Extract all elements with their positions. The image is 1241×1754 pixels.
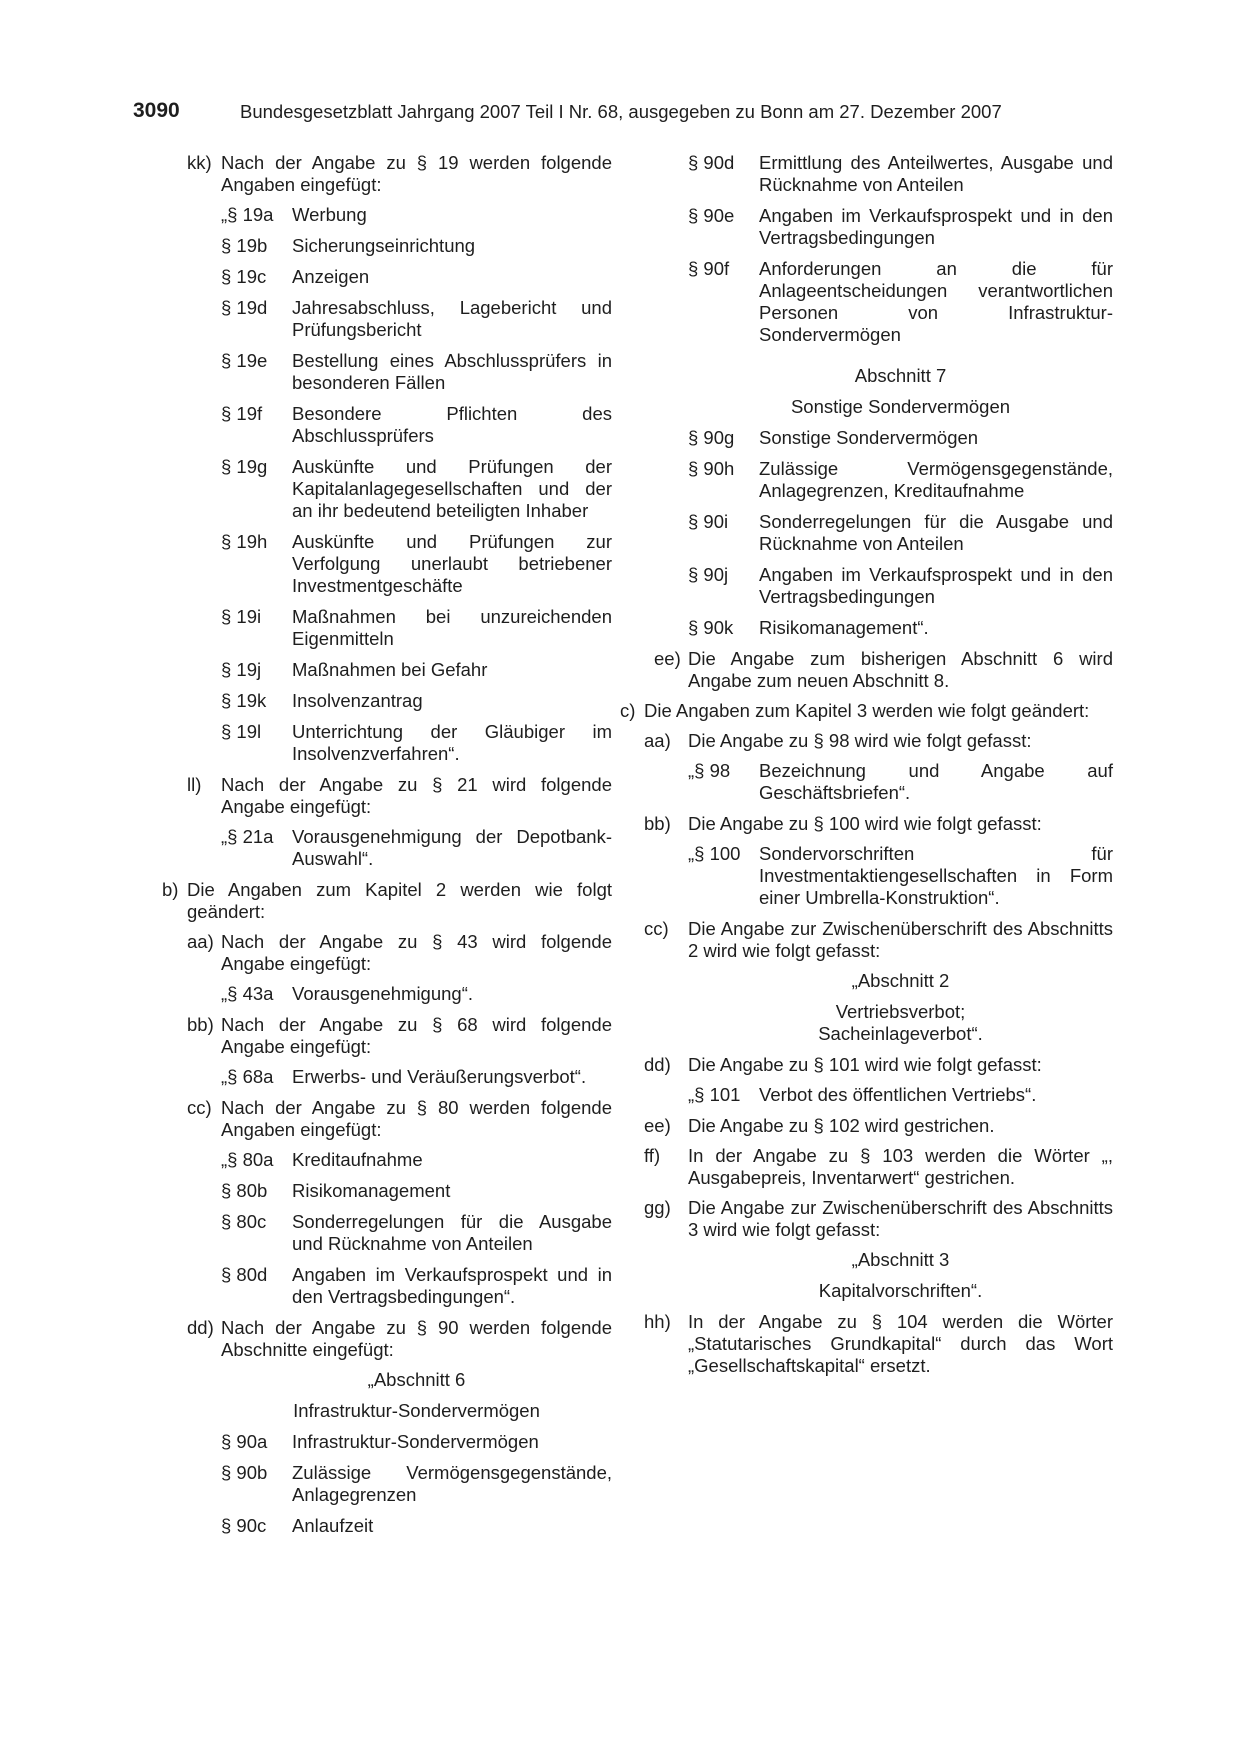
section-number: „§ 21a xyxy=(221,826,274,847)
item-label: cc) xyxy=(187,1097,212,1118)
section-entry xyxy=(221,659,612,681)
section-title: Insolvenzantrag xyxy=(292,690,423,711)
section-title: Erwerbs- und Veräußerungsverbot“. xyxy=(292,1066,587,1087)
item-label: b) xyxy=(162,879,179,900)
section-title: Sonderregelungen für die Ausgabe und Rücknahme von Anteilen xyxy=(759,511,1113,554)
section-entry xyxy=(688,843,1113,909)
item-c-cc xyxy=(644,918,1113,962)
section-number: § 19f xyxy=(221,403,263,424)
left-column xyxy=(162,152,612,1546)
section-number: § 90b xyxy=(221,1462,268,1483)
section-list-b-bb xyxy=(221,1066,612,1088)
item-c-ee xyxy=(644,1115,1113,1137)
item-label: bb) xyxy=(644,813,671,834)
subheading-kapitalvorschriften: Kapitalvorschriften“. xyxy=(818,1280,983,1301)
section-title: Kreditaufnahme xyxy=(292,1149,423,1170)
item-c-hh xyxy=(644,1311,1113,1377)
section-list-b-cc xyxy=(221,1149,612,1308)
section-number: § 19i xyxy=(221,606,262,627)
section-number: § 90j xyxy=(688,564,729,585)
section-title: Zulässige Vermögensgegenstände, Anlagegrenzen xyxy=(292,1462,612,1505)
item-kk xyxy=(187,152,612,196)
item-label: aa) xyxy=(187,931,214,952)
section-number: „§ 68a xyxy=(221,1066,274,1087)
section-entry xyxy=(221,1180,612,1202)
subheading-vertriebsverbot: Vertriebsverbot; xyxy=(835,1001,966,1022)
section-number: „§ 100 xyxy=(688,843,741,864)
section-number: § 90d xyxy=(688,152,735,173)
subheading-sonstige: Sonstige Sondervermögen xyxy=(790,396,1011,417)
section-entry xyxy=(221,403,612,447)
section-entry xyxy=(221,721,612,765)
item-text: In der Angabe zu § 103 werden die Wörter „, Ausgabepreis, Inventarwert“ gestrichen. xyxy=(688,1145,1113,1188)
section-title: Infrastruktur-Sondervermögen xyxy=(292,1431,539,1452)
right-column xyxy=(620,152,1113,1385)
section-entry xyxy=(221,1066,612,1088)
section-entry xyxy=(221,235,612,257)
section-entry xyxy=(688,152,1113,196)
item-text: Nach der Angabe zu § 19 werden folgende Angaben eingefügt: xyxy=(221,152,612,195)
section-title: Angaben im Verkaufsprospekt und in den Vertragsbedingungen xyxy=(759,564,1113,607)
section-number: § 19l xyxy=(221,721,262,742)
item-text: Die Angabe zum bisherigen Abschnitt 6 wird Angabe zum neuen Abschnitt 8. xyxy=(688,648,1113,691)
item-c xyxy=(620,700,1113,722)
item-text: Die Angabe zu § 101 wird wie folgt gefasst: xyxy=(688,1054,1042,1075)
section-number: § 80c xyxy=(221,1211,267,1232)
section-entry xyxy=(221,297,612,341)
section-title: Anlaufzeit xyxy=(292,1515,374,1536)
item-c-bb xyxy=(644,813,1113,835)
section-list-kk xyxy=(221,204,612,765)
section-title: Werbung xyxy=(292,204,367,225)
item-text: Die Angabe zu § 98 wird wie folgt gefasst: xyxy=(688,730,1032,751)
subheading-infrastruktur: Infrastruktur-Sondervermögen xyxy=(293,1400,540,1421)
section-entry xyxy=(221,606,612,650)
item-label: ff) xyxy=(644,1145,661,1166)
section-title: Sonderregelungen für die Ausgabe und Rücknahme von Anteilen xyxy=(292,1211,612,1254)
item-c-aa xyxy=(644,730,1113,752)
item-text: Nach der Angabe zu § 43 wird folgende Angabe eingefügt: xyxy=(221,931,612,974)
section-number: § 19g xyxy=(221,456,268,477)
item-c-ff xyxy=(644,1145,1113,1189)
section-number: „§ 19a xyxy=(221,204,274,225)
item-label: ee) xyxy=(654,648,681,669)
subheading-sacheinlageverbot: Sacheinlageverbot“. xyxy=(818,1023,983,1044)
section-title: Besondere Pflichten des Abschlussprüfers xyxy=(292,403,612,446)
item-label: dd) xyxy=(187,1317,214,1338)
item-text: Die Angabe zu § 102 wird gestrichen. xyxy=(688,1115,995,1136)
section-title: Auskünfte und Prüfungen zur Verfolgung unerlaubt betriebener Investmentgeschäfte xyxy=(292,531,612,596)
subheading-abschnitt-6: „Abschnitt 6 xyxy=(367,1369,466,1390)
section-entry xyxy=(688,458,1113,502)
section-title: Jahresabschluss, Lagebericht und Prüfungsbericht xyxy=(292,297,612,340)
section-entry xyxy=(221,1462,612,1506)
item-text: Nach der Angabe zu § 68 wird folgende Angabe eingefügt: xyxy=(221,1014,612,1057)
section-list-b-dd xyxy=(221,1431,612,1537)
item-label: ee) xyxy=(644,1115,671,1136)
section-number: § 90f xyxy=(688,258,730,279)
section-entry xyxy=(221,204,612,226)
section-list-ll xyxy=(221,826,612,870)
section-entry xyxy=(688,760,1113,804)
item-b xyxy=(162,879,612,923)
item-label: gg) xyxy=(644,1197,671,1218)
section-number: § 90g xyxy=(688,427,735,448)
section-entry xyxy=(688,258,1113,346)
section-entry xyxy=(221,350,612,394)
section-number: § 90k xyxy=(688,617,734,638)
item-label: bb) xyxy=(187,1014,214,1035)
page-number: 3090 xyxy=(133,99,180,122)
section-number: § 90e xyxy=(688,205,735,226)
subheading-abschnitt-3: „Abschnitt 3 xyxy=(851,1249,950,1270)
item-label: cc) xyxy=(644,918,669,939)
section-title: Zulässige Vermögensgegenstände, Anlagegrenzen, Kreditaufnahme xyxy=(759,458,1113,501)
section-number: § 80b xyxy=(221,1180,268,1201)
section-title: Sicherungseinrichtung xyxy=(292,235,476,256)
section-title: Vorausgenehmigung“. xyxy=(292,983,474,1004)
item-text: Die Angaben zum Kapitel 2 werden wie folgt geändert: xyxy=(187,879,612,922)
section-number: § 19b xyxy=(221,235,268,256)
section-entry xyxy=(688,427,1113,449)
section-number: § 90i xyxy=(688,511,729,532)
section-number: § 90c xyxy=(221,1515,267,1536)
section-entry xyxy=(688,205,1113,249)
item-text: Die Angaben zum Kapitel 3 werden wie folgt geändert: xyxy=(644,700,1090,721)
section-list-90g-k xyxy=(688,427,1113,639)
item-label: dd) xyxy=(644,1054,671,1075)
item-text: Die Angabe zur Zwischenüberschrift des Abschnitts 3 wird wie folgt gefasst: xyxy=(688,1197,1113,1240)
section-entry xyxy=(221,1149,612,1171)
section-list-b-aa xyxy=(221,983,612,1005)
section-number: § 19j xyxy=(221,659,262,680)
section-entry xyxy=(221,1515,612,1537)
item-label: hh) xyxy=(644,1311,671,1332)
item-text: Nach der Angabe zu § 80 werden folgende Angaben eingefügt: xyxy=(221,1097,612,1140)
item-label: c) xyxy=(620,700,636,721)
section-entry xyxy=(688,564,1113,608)
section-number: „§ 101 xyxy=(688,1084,741,1105)
item-text: In der Angabe zu § 104 werden die Wörter „Statutarisches Grundkapital“ durch das Wort „Gesellschaftskapital“ ersetzt. xyxy=(688,1311,1113,1376)
section-entry xyxy=(221,266,612,288)
subheading-abschnitt-7: Abschnitt 7 xyxy=(854,365,947,386)
section-title: Sondervorschriften für Investmentaktiengesellschaften in Form einer Umbrella-Konstruktion“. xyxy=(759,843,1113,908)
section-title: Unterrichtung der Gläubiger im Insolvenzverfahren“. xyxy=(292,721,612,764)
section-number: § 19h xyxy=(221,531,268,552)
section-number: „§ 80a xyxy=(221,1149,274,1170)
item-label: kk) xyxy=(187,152,212,173)
section-entry xyxy=(688,617,1113,639)
section-number: § 90a xyxy=(221,1431,268,1452)
section-entry xyxy=(221,1264,612,1308)
item-text: Die Angabe zur Zwischenüberschrift des Abschnitts 2 wird wie folgt gefasst: xyxy=(688,918,1113,961)
section-entry xyxy=(221,531,612,597)
item-c-gg xyxy=(644,1197,1113,1241)
section-title: Anzeigen xyxy=(292,266,370,287)
section-title: Verbot des öffentlichen Vertriebs“. xyxy=(759,1084,1037,1105)
section-title: Maßnahmen bei unzureichenden Eigenmitteln xyxy=(292,606,612,649)
section-number: „§ 98 xyxy=(688,760,731,781)
section-entry xyxy=(221,1431,612,1453)
section-number: § 19e xyxy=(221,350,268,371)
section-title: Risikomanagement“. xyxy=(759,617,929,638)
section-title: Angaben im Verkaufsprospekt und in den Vertragsbedingungen“. xyxy=(292,1264,612,1307)
section-entry xyxy=(688,511,1113,555)
item-ll xyxy=(187,774,612,818)
section-entry xyxy=(688,1084,1113,1106)
section-number: § 19c xyxy=(221,266,267,287)
subheading-abschnitt-2: „Abschnitt 2 xyxy=(851,970,950,991)
section-title: Bestellung eines Abschlussprüfers in besonderen Fällen xyxy=(292,350,612,393)
section-title: Auskünfte und Prüfungen der Kapitalanlagegesellschaften und der an ihr bedeutend beteiligten Inhaber xyxy=(292,456,612,521)
section-list-90d-f xyxy=(688,152,1113,346)
page-header xyxy=(0,100,1241,126)
section-entry xyxy=(221,456,612,522)
section-title: Bezeichnung und Angabe auf Geschäftsbriefen“. xyxy=(759,760,1113,803)
section-title: Anforderungen an die für Anlageentscheidungen verantwortlichen Personen von Infrastruktur-Sondervermögen xyxy=(759,258,1113,345)
section-entry xyxy=(221,826,612,870)
section-title: Angaben im Verkaufsprospekt und in den Vertragsbedingungen xyxy=(759,205,1113,248)
item-b-dd xyxy=(187,1317,612,1361)
item-c-dd xyxy=(644,1054,1113,1076)
section-number: § 90h xyxy=(688,458,735,479)
item-b-cc xyxy=(187,1097,612,1141)
item-text: Nach der Angabe zu § 90 werden folgende Abschnitte eingefügt: xyxy=(221,1317,612,1360)
section-title: Sonstige Sondervermögen xyxy=(759,427,979,448)
section-number: „§ 43a xyxy=(221,983,274,1004)
item-b-aa xyxy=(187,931,612,975)
item-b-bb xyxy=(187,1014,612,1058)
item-label: aa) xyxy=(644,730,671,751)
section-entry xyxy=(221,983,612,1005)
section-number: § 19k xyxy=(221,690,267,711)
section-title: Risikomanagement xyxy=(292,1180,451,1201)
section-title: Maßnahmen bei Gefahr xyxy=(292,659,488,680)
section-entry xyxy=(221,690,612,712)
section-title: Vorausgenehmigung der Depotbank-Auswahl“. xyxy=(292,826,612,869)
running-head: Bundesgesetzblatt Jahrgang 2007 Teil I Nr. 68, ausgegeben zu Bonn am 27. Dezember 2007 xyxy=(240,101,1002,122)
section-number: § 80d xyxy=(221,1264,268,1285)
section-title: Ermittlung des Anteilwertes, Ausgabe und Rücknahme von Anteilen xyxy=(759,152,1113,195)
item-text: Die Angabe zu § 100 wird wie folgt gefasst: xyxy=(688,813,1042,834)
section-number: § 19d xyxy=(221,297,268,318)
section-entry xyxy=(221,1211,612,1255)
item-label: ll) xyxy=(187,774,202,795)
item-text: Nach der Angabe zu § 21 wird folgende Angabe eingefügt: xyxy=(221,774,612,817)
item-ee xyxy=(654,648,1113,692)
